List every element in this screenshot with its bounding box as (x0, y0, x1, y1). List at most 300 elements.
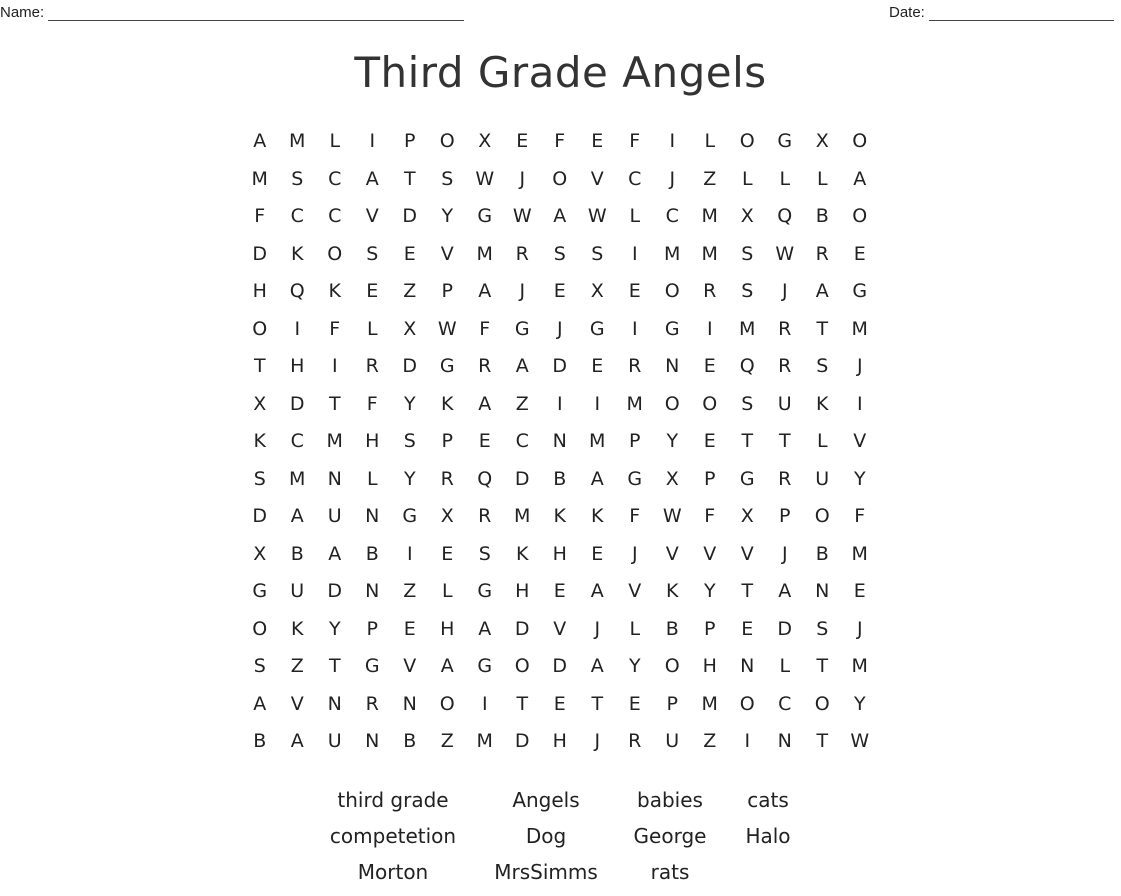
grid-letter: Z (703, 730, 717, 752)
grid-letter: R (778, 467, 792, 490)
grid-letter: D (514, 617, 530, 640)
grid-letter: V (590, 167, 604, 190)
grid-row (241, 236, 879, 274)
grid-letter: U (665, 730, 680, 752)
grid-letter: T (741, 580, 754, 602)
grid-letter: E (703, 355, 716, 377)
grid-letter: Q (777, 205, 793, 227)
grid-letter: J (519, 280, 526, 302)
grid-letter: A (478, 392, 492, 415)
grid-letter: O (852, 130, 868, 152)
grid-letter: L (779, 655, 791, 677)
grid-letter: S (291, 167, 304, 190)
grid-letter: G (852, 280, 868, 302)
grid-letter: Y (666, 430, 679, 452)
word-bank-item: cats (747, 788, 789, 812)
name-field[interactable] (0, 4, 464, 21)
grid-letter: P (441, 280, 453, 302)
grid-letter: A (440, 655, 454, 677)
grid-letter: A (778, 580, 792, 602)
grid-letter: I (856, 392, 863, 415)
grid-letter: A (590, 467, 604, 490)
grid-letter: E (553, 580, 566, 602)
grid-letter: Y (403, 467, 416, 490)
grid-letter: H (290, 355, 305, 377)
grid-letter: I (631, 242, 638, 265)
grid-letter: V (440, 242, 454, 265)
grid-letter: B (290, 542, 304, 565)
grid-letter: B (815, 205, 829, 227)
grid-letter: I (556, 392, 563, 415)
grid-letter: M (664, 242, 681, 265)
grid-letter: S (741, 392, 754, 415)
grid-letter: I (594, 392, 601, 415)
grid-letter: G (514, 317, 530, 340)
grid-letter: B (403, 730, 417, 752)
grid-letter: E (516, 130, 529, 152)
grid-letter: O (814, 505, 830, 527)
grid-letter: I (744, 730, 751, 752)
grid-letter: U (815, 467, 830, 490)
grid-letter: M (589, 430, 606, 452)
grid-letter: K (291, 242, 304, 265)
grid-letter: D (402, 355, 418, 377)
word-bank-row (0, 824, 1121, 860)
grid-row (241, 686, 879, 724)
grid-letter: A (815, 280, 829, 302)
grid-letter: G (402, 505, 418, 527)
grid-letter: B (365, 542, 379, 565)
grid-letter: H (552, 730, 567, 752)
grid-letter: E (478, 430, 491, 452)
date-field[interactable] (889, 4, 1114, 21)
grid-letter: N (777, 730, 792, 752)
grid-letter: X (478, 130, 492, 152)
name-line[interactable] (48, 6, 464, 21)
grid-letter: E (628, 280, 641, 302)
grid-letter: M (701, 205, 718, 227)
grid-letter: T (591, 692, 604, 715)
grid-letter: O (439, 692, 455, 715)
word-bank-row (0, 788, 1121, 824)
grid-letter: S (741, 242, 754, 265)
grid-letter: A (290, 730, 304, 752)
grid-letter: L (704, 130, 716, 152)
grid-letter: Y (328, 617, 341, 640)
grid-letter: M (476, 242, 493, 265)
grid-letter: K (328, 280, 341, 302)
grid-letter: A (478, 280, 492, 302)
grid-letter: N (815, 580, 830, 602)
grid-letter: F (366, 392, 378, 415)
word-bank-item: Halo (745, 824, 791, 848)
grid-letter: B (253, 730, 267, 752)
grid-letter: S (816, 617, 829, 640)
grid-letter: Y (703, 580, 716, 602)
grid-letter: U (290, 580, 305, 602)
grid-letter: M (851, 655, 868, 677)
grid-letter: G (477, 205, 493, 227)
grid-letter: X (440, 505, 454, 527)
grid-letter: G (439, 355, 455, 377)
grid-letter: E (591, 542, 604, 565)
grid-letter: T (778, 430, 791, 452)
grid-letter: I (669, 130, 676, 152)
grid-letter: J (781, 542, 788, 565)
grid-letter: M (289, 130, 306, 152)
grid-letter: X (590, 280, 604, 302)
word-bank-item: rats (650, 860, 690, 884)
grid-letter: H (702, 655, 717, 677)
grid-letter: R (778, 317, 792, 340)
grid-letter: J (631, 542, 638, 565)
grid-letter: F (854, 505, 866, 527)
grid-letter: L (816, 167, 828, 190)
grid-letter: G (777, 130, 793, 152)
grid-letter: A (590, 580, 604, 602)
grid-letter: D (252, 505, 268, 527)
grid-letter: T (816, 317, 829, 340)
grid-letter: S (741, 280, 754, 302)
grid-letter: P (404, 130, 416, 152)
grid-letter: E (553, 280, 566, 302)
grid-letter: G (477, 580, 493, 602)
grid-letter: M (851, 542, 868, 565)
grid-letter: Q (739, 355, 755, 377)
grid-letter: H (252, 280, 267, 302)
grid-letter: R (440, 467, 454, 490)
grid-letter: G (364, 655, 380, 677)
grid-letter: L (366, 467, 378, 490)
grid-row (241, 198, 879, 236)
word-search-grid (241, 123, 879, 761)
grid-letter: E (366, 280, 379, 302)
grid-letter: S (366, 242, 379, 265)
grid-letter: W (775, 242, 795, 265)
grid-row (241, 423, 879, 461)
grid-letter: L (816, 430, 828, 452)
grid-letter: M (326, 430, 343, 452)
grid-letter: Z (440, 730, 454, 752)
word-bank-item: third grade (337, 788, 449, 812)
grid-letter: H (515, 580, 530, 602)
grid-letter: O (252, 617, 268, 640)
grid-letter: J (594, 617, 601, 640)
grid-letter: D (327, 580, 343, 602)
grid-row (241, 573, 879, 611)
grid-letter: P (704, 617, 716, 640)
grid-letter: R (778, 355, 792, 377)
grid-letter: E (553, 692, 566, 715)
grid-letter: K (291, 617, 304, 640)
grid-letter: O (852, 205, 868, 227)
grid-letter: R (365, 692, 379, 715)
grid-letter: E (703, 430, 716, 452)
grid-letter: O (739, 130, 755, 152)
grid-letter: A (290, 505, 304, 527)
grid-letter: X (815, 130, 829, 152)
grid-row (241, 723, 879, 761)
grid-letter: S (441, 167, 454, 190)
grid-letter: O (439, 130, 455, 152)
grid-letter: Q (289, 280, 305, 302)
grid-row (241, 273, 879, 311)
grid-letter: L (329, 130, 341, 152)
grid-row (241, 123, 879, 161)
grid-letter: F (479, 317, 491, 340)
grid-letter: N (365, 730, 380, 752)
grid-letter: A (515, 355, 529, 377)
grid-letter: E (403, 617, 416, 640)
grid-letter: J (669, 167, 676, 190)
grid-letter: S (478, 542, 491, 565)
grid-letter: M (701, 242, 718, 265)
grid-letter: P (441, 430, 453, 452)
grid-letter: Y (628, 655, 641, 677)
grid-letter: E (853, 242, 866, 265)
grid-letter: L (366, 317, 378, 340)
grid-letter: A (253, 692, 267, 715)
grid-row (241, 386, 879, 424)
grid-letter: K (666, 580, 679, 602)
grid-row (241, 161, 879, 199)
grid-letter: I (631, 317, 638, 340)
grid-letter: W (587, 205, 607, 227)
grid-letter: F (629, 130, 641, 152)
grid-letter: N (327, 467, 342, 490)
grid-letter: L (441, 580, 453, 602)
grid-letter: M (476, 730, 493, 752)
grid-letter: G (664, 317, 680, 340)
grid-letter: X (253, 392, 267, 415)
grid-letter: S (591, 242, 604, 265)
grid-letter: O (702, 392, 718, 415)
grid-letter: S (253, 467, 266, 490)
grid-row (241, 461, 879, 499)
grid-letter: D (777, 617, 793, 640)
grid-letter: U (327, 730, 342, 752)
grid-letter: G (627, 467, 643, 490)
grid-letter: N (740, 655, 755, 677)
grid-letter: J (519, 167, 526, 190)
grid-letter: M (626, 392, 643, 415)
grid-letter: P (629, 430, 641, 452)
grid-letter: C (328, 205, 342, 227)
grid-letter: E (591, 130, 604, 152)
grid-letter: W (475, 167, 495, 190)
grid-letter: S (816, 355, 829, 377)
grid-letter: K (441, 392, 454, 415)
grid-letter: S (403, 430, 416, 452)
grid-letter: O (664, 392, 680, 415)
word-bank-item: George (633, 824, 707, 848)
grid-letter: W (662, 505, 682, 527)
grid-letter: A (328, 542, 342, 565)
grid-letter: A (478, 617, 492, 640)
grid-letter: V (628, 580, 642, 602)
grid-letter: J (556, 317, 563, 340)
grid-letter: Y (403, 392, 416, 415)
grid-letter: B (815, 542, 829, 565)
grid-letter: R (703, 280, 717, 302)
grid-letter: E (403, 242, 416, 265)
grid-letter: U (327, 505, 342, 527)
grid-letter: E (853, 580, 866, 602)
grid-letter: G (589, 317, 605, 340)
word-bank-item: Dog (525, 824, 567, 848)
grid-letter: T (741, 430, 754, 452)
grid-letter: V (665, 542, 679, 565)
grid-letter: G (739, 467, 755, 490)
grid-letter: R (628, 355, 642, 377)
grid-letter: O (514, 655, 530, 677)
grid-row (241, 498, 879, 536)
grid-letter: J (781, 280, 788, 302)
grid-letter: O (814, 692, 830, 715)
date-line[interactable] (929, 6, 1114, 21)
name-label: Name: (0, 4, 45, 21)
grid-letter: V (290, 692, 304, 715)
grid-letter: X (665, 467, 679, 490)
grid-letter: V (553, 617, 567, 640)
grid-letter: R (815, 242, 829, 265)
grid-letter: B (665, 617, 679, 640)
grid-letter: I (481, 692, 488, 715)
grid-letter: A (590, 655, 604, 677)
word-bank-item: MrsSimms (494, 860, 598, 884)
grid-letter: O (552, 167, 568, 190)
grid-letter: E (628, 692, 641, 715)
grid-letter: O (664, 280, 680, 302)
grid-letter: F (254, 205, 266, 227)
grid-letter: Z (703, 167, 717, 190)
grid-letter: K (591, 505, 604, 527)
grid-letter: N (665, 355, 680, 377)
grid-letter: K (516, 542, 529, 565)
grid-letter: M (701, 692, 718, 715)
grid-letter: F (629, 505, 641, 527)
grid-letter: F (329, 317, 341, 340)
grid-letter: D (514, 730, 530, 752)
grid-letter: N (552, 430, 567, 452)
grid-letter: P (779, 505, 791, 527)
grid-letter: X (740, 205, 754, 227)
grid-letter: H (365, 430, 380, 452)
grid-letter: Q (477, 467, 493, 490)
grid-letter: D (552, 655, 568, 677)
grid-letter: F (554, 130, 566, 152)
grid-letter: X (253, 542, 267, 565)
grid-letter: G (252, 580, 268, 602)
grid-letter: X (740, 505, 754, 527)
grid-letter: Z (290, 655, 304, 677)
grid-letter: M (251, 167, 268, 190)
grid-letter: D (514, 467, 530, 490)
grid-letter: S (253, 655, 266, 677)
grid-letter: Y (853, 692, 866, 715)
grid-letter: N (365, 580, 380, 602)
grid-letter: C (778, 692, 792, 715)
grid-letter: O (664, 655, 680, 677)
grid-letter: A (253, 130, 267, 152)
grid-letter: C (290, 430, 304, 452)
grid-letter: R (628, 730, 642, 752)
grid-letter: Z (515, 392, 529, 415)
grid-letter: W (850, 730, 870, 752)
grid-letter: A (553, 205, 567, 227)
grid-letter: I (294, 317, 301, 340)
grid-letter: J (856, 617, 863, 640)
grid-letter: G (477, 655, 493, 677)
grid-letter: W (512, 205, 532, 227)
grid-letter: V (403, 655, 417, 677)
grid-letter: D (402, 205, 418, 227)
grid-letter: T (253, 355, 266, 377)
grid-letter: Y (441, 205, 454, 227)
grid-letter: N (327, 692, 342, 715)
word-bank-item: Morton (357, 860, 429, 884)
word-bank-item: competetion (329, 824, 457, 848)
grid-letter: F (704, 505, 716, 527)
grid-letter: E (441, 542, 454, 565)
grid-letter: C (290, 205, 304, 227)
grid-letter: Z (403, 280, 417, 302)
grid-letter: R (365, 355, 379, 377)
grid-row (241, 611, 879, 649)
grid-letter: N (365, 505, 380, 527)
grid-letter: D (252, 242, 268, 265)
grid-letter: A (365, 167, 379, 190)
grid-letter: V (853, 430, 867, 452)
grid-row (241, 536, 879, 574)
grid-letter: O (739, 692, 755, 715)
grid-letter: J (594, 730, 601, 752)
grid-letter: I (406, 542, 413, 565)
grid-letter: P (666, 692, 678, 715)
grid-letter: I (706, 317, 713, 340)
date-label: Date: (889, 4, 925, 21)
grid-letter: M (514, 505, 531, 527)
grid-letter: R (515, 242, 529, 265)
grid-letter: N (402, 692, 417, 715)
grid-letter: T (328, 655, 341, 677)
grid-letter: B (553, 467, 567, 490)
word-bank-item: Angels (512, 788, 580, 812)
grid-letter: M (739, 317, 756, 340)
grid-row (241, 311, 879, 349)
grid-letter: L (741, 167, 753, 190)
grid-letter: K (553, 505, 566, 527)
grid-letter: H (552, 542, 567, 565)
grid-letter: P (704, 467, 716, 490)
word-bank-row (0, 860, 1121, 896)
grid-letter: Y (853, 467, 866, 490)
grid-letter: R (478, 355, 492, 377)
grid-letter: C (628, 167, 642, 190)
grid-letter: V (740, 542, 754, 565)
grid-letter: L (629, 617, 641, 640)
grid-letter: Z (403, 580, 417, 602)
grid-letter: T (328, 392, 341, 415)
grid-letter: U (777, 392, 792, 415)
grid-letter: M (851, 317, 868, 340)
grid-letter: V (365, 205, 379, 227)
grid-letter: I (331, 355, 338, 377)
grid-letter: P (366, 617, 378, 640)
grid-letter: X (403, 317, 417, 340)
word-bank-item: babies (637, 788, 703, 812)
grid-letter: M (289, 467, 306, 490)
